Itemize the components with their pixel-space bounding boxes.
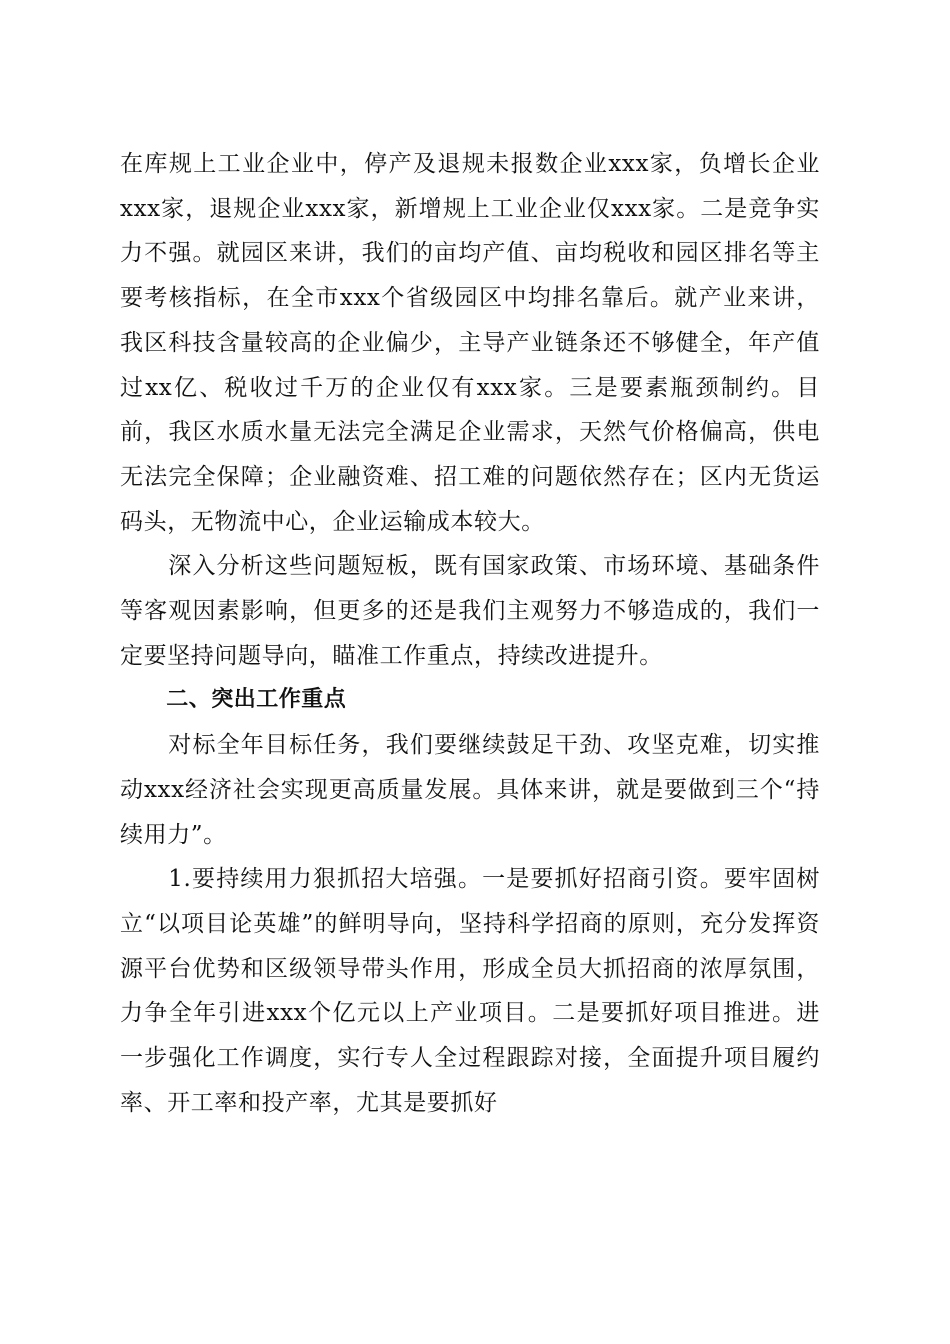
paragraph-4: 1.要持续用力狠抓招大培强。一是要抓好招商引资。要牢固树立“以项目论英雄”的鲜明导向，坚持科学招商的原则，充分发挥资源平台优势和区级领导带头作用，形成全员大抓招商的浓厚氛围，力争全年引进xxx个亿元以上产业项目。二是要抓好项目推进。进一步强化工作调度，实行专人全过程跟踪对接，全面提升项目履约率、开工率和投产率，尤其是要抓好 <box>120 866 820 1116</box>
paragraph-2: 深入分析这些问题短板，既有国家政策、市场环境、基础条件等客观因素影响，但更多的还是我们主观努力不够造成的，我们一定要坚持问题导向，瞄准工作重点，持续改进提升。 <box>120 553 820 669</box>
paragraph-3: 对标全年目标任务，我们要继续鼓足干劲、攻坚克难，切实推动xxx经济社会实现更高质量发展。具体来讲，就是要做到三个“持续用力”。 <box>120 732 820 848</box>
section-heading: 二、突出工作重点 <box>166 687 347 713</box>
paragraph-1: 在库规上工业企业中，停产及退规未报数企业xxx家，负增长企业xxx家，退规企业xxx家，新增规上工业企业仅xxx家。二是竞争实力不强。就园区来讲，我们的亩均产值、亩均税收和园区排名等主要考核指标，在全市xxx个省级园区中均排名靠后。就产业来讲，我区科技含量较高的企业偏少，主导产业链条还不够健全，年产值过xx亿、税收过千万的企业仅有xxx家。三是要素瓶颈制约。目前，我区水质水量无法完全满足企业需求，天然气价格偏高，供电无法完全保障；企业融资难、招工难的问题依然存在；区内无货运码头，无物流中心，企业运输成本较大。 <box>120 151 820 535</box>
document-body <box>120 142 820 1125</box>
